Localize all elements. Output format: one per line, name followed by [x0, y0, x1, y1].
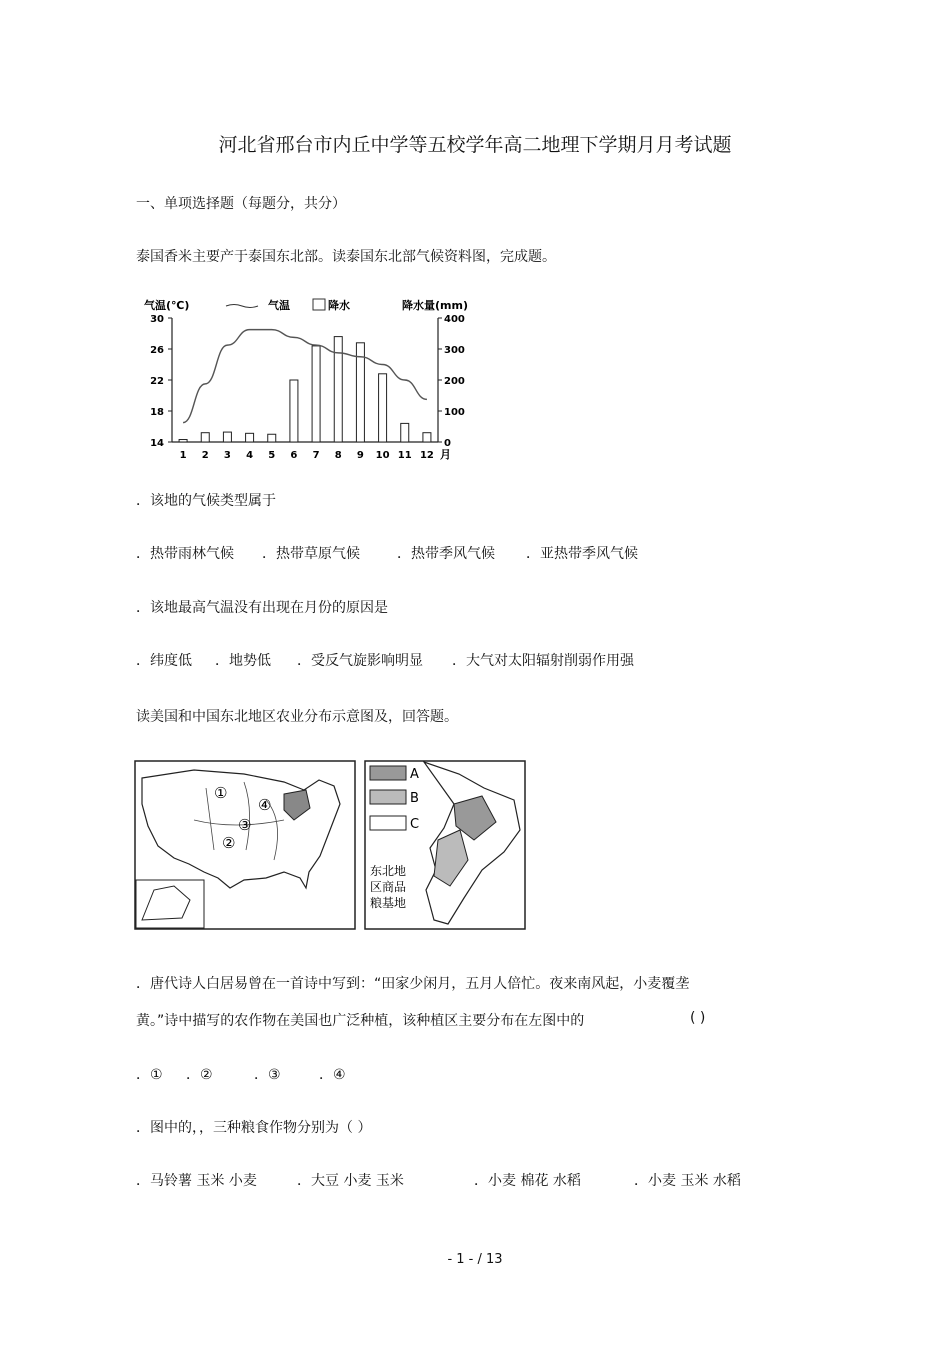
q1-option-c[interactable]: ．热带季风气候	[397, 546, 495, 562]
q2-option-d[interactable]: ．大气对太阳辐射削弱作用强	[452, 653, 634, 669]
x-tick-label: 4	[246, 450, 254, 461]
page-footer: - 1 - / 13	[447, 1252, 503, 1267]
left-tick-label: 14	[150, 438, 164, 449]
right-tick-label: 0	[444, 438, 451, 449]
x-tick-label: 12	[419, 450, 434, 461]
legend-c-box	[370, 816, 406, 830]
precip-bar	[246, 433, 254, 442]
q1-option-b[interactable]: ．热带草原气候	[262, 546, 360, 562]
legend-b-label: B	[410, 791, 419, 806]
q2-option-c[interactable]: ．受反气旋影响明显	[297, 653, 423, 669]
x-unit: 月	[440, 448, 451, 461]
legend-precip-box	[313, 299, 325, 310]
intro-paragraph-1: 泰国香米主要产于泰国东北部。读泰国东北部气候资料图，完成题。	[136, 249, 556, 265]
map-label-1: ①	[214, 784, 228, 802]
q2-option-b[interactable]: ．地势低	[215, 653, 271, 669]
q1-option-a[interactable]: ．热带雨林气候	[136, 546, 234, 562]
precip-bar	[423, 433, 431, 442]
x-tick-label: 6	[290, 450, 298, 461]
precip-bar	[179, 440, 187, 442]
q1-option-d[interactable]: ．亚热带季风气候	[526, 546, 638, 562]
legend-temp-label: 气温	[268, 299, 290, 312]
question-4: ．图中的，，三种粮食作物分别为（ ）	[136, 1120, 372, 1136]
inset-text-3: 粮基地	[370, 896, 407, 910]
q4-option-d[interactable]: ．小麦 玉米 水稻	[634, 1173, 741, 1189]
question-3-line-1: ．唐代诗人白居易曾在一首诗中写到：“田家少闲月，五月人倍忙。夜来南风起，小麦覆垄	[136, 976, 690, 992]
left-axis-label: 气温(℃)	[144, 299, 190, 312]
northeast-china-map	[364, 760, 526, 930]
precip-bar	[312, 346, 320, 442]
climate-chart	[130, 292, 480, 462]
q4-option-b[interactable]: ．大豆 小麦 玉米	[297, 1173, 404, 1189]
x-tick-label: 3	[223, 450, 231, 461]
x-tick-label: 5	[268, 450, 276, 461]
legend-c-label: C	[410, 817, 420, 832]
right-ticks	[438, 314, 465, 449]
precip-bar	[290, 380, 298, 442]
q3-option-d[interactable]: ．④	[319, 1067, 346, 1083]
question-3-line-2: 黄。”诗中描写的农作物在美国也广泛种植，该种植区主要分布在左图中的	[136, 1013, 585, 1029]
map-label-4: ④	[258, 796, 272, 814]
legend-temp-line	[226, 305, 258, 308]
q4-option-c[interactable]: ．小麦 棉花 水稻	[474, 1173, 581, 1189]
precip-bar	[379, 374, 387, 442]
left-tick-label: 26	[150, 345, 164, 356]
x-tick-label: 1	[179, 450, 187, 461]
inset-text-1: 东北地	[370, 864, 407, 878]
q3-option-a[interactable]: ．①	[136, 1067, 163, 1083]
map-label-3: ③	[238, 816, 252, 834]
precip-bar	[223, 432, 231, 442]
right-tick-label: 300	[444, 345, 465, 356]
precip-bar	[401, 423, 409, 442]
right-tick-label: 400	[444, 314, 465, 325]
section-heading: 一、单项选择题（每题分，共分）	[136, 196, 346, 212]
intro-paragraph-2: 读美国和中国东北地区农业分布示意图及，回答题。	[136, 709, 458, 725]
right-tick-label: 100	[444, 407, 465, 418]
right-axis-label: 降水量(mm)	[402, 299, 468, 312]
x-tick-label: 9	[356, 450, 364, 461]
question-2: ．该地最高气温没有出现在月份的原因是	[136, 600, 388, 616]
map-label-2: ②	[222, 834, 236, 852]
left-tick-label: 30	[150, 314, 164, 325]
usa-map	[134, 760, 356, 930]
left-ticks	[150, 314, 172, 449]
x-tick-label: 10	[375, 450, 390, 461]
q2-option-a[interactable]: ．纬度低	[136, 653, 192, 669]
left-tick-label: 22	[150, 376, 164, 387]
legend-b-box	[370, 790, 406, 804]
inset-text-2: 区商品	[370, 880, 407, 894]
precip-bars	[179, 337, 431, 442]
x-tick-label: 7	[312, 450, 320, 461]
q4-option-a[interactable]: ．马铃薯 玉米 小麦	[136, 1173, 257, 1189]
left-tick-label: 18	[150, 407, 164, 418]
q3-option-c[interactable]: ．③	[254, 1067, 281, 1083]
question-1: ．该地的气候类型属于	[136, 493, 276, 509]
x-tick-label: 8	[334, 450, 342, 461]
x-tick-label: 2	[201, 450, 209, 461]
right-tick-label: 200	[444, 376, 465, 387]
legend-a-box	[370, 766, 406, 780]
x-ticks	[180, 450, 434, 461]
precip-bar	[268, 434, 276, 442]
legend-a-label: A	[410, 767, 419, 782]
x-tick-label: 11	[397, 450, 412, 461]
precip-bar	[201, 433, 209, 442]
question-3-answer-paren: ( )	[690, 1010, 706, 1026]
q3-option-b[interactable]: ．②	[186, 1067, 213, 1083]
temp-line	[183, 330, 427, 423]
legend-precip-label: 降水	[328, 299, 350, 312]
page-title: 河北省邢台市内丘中学等五校学年高二地理下学期月月考试题	[218, 134, 732, 156]
